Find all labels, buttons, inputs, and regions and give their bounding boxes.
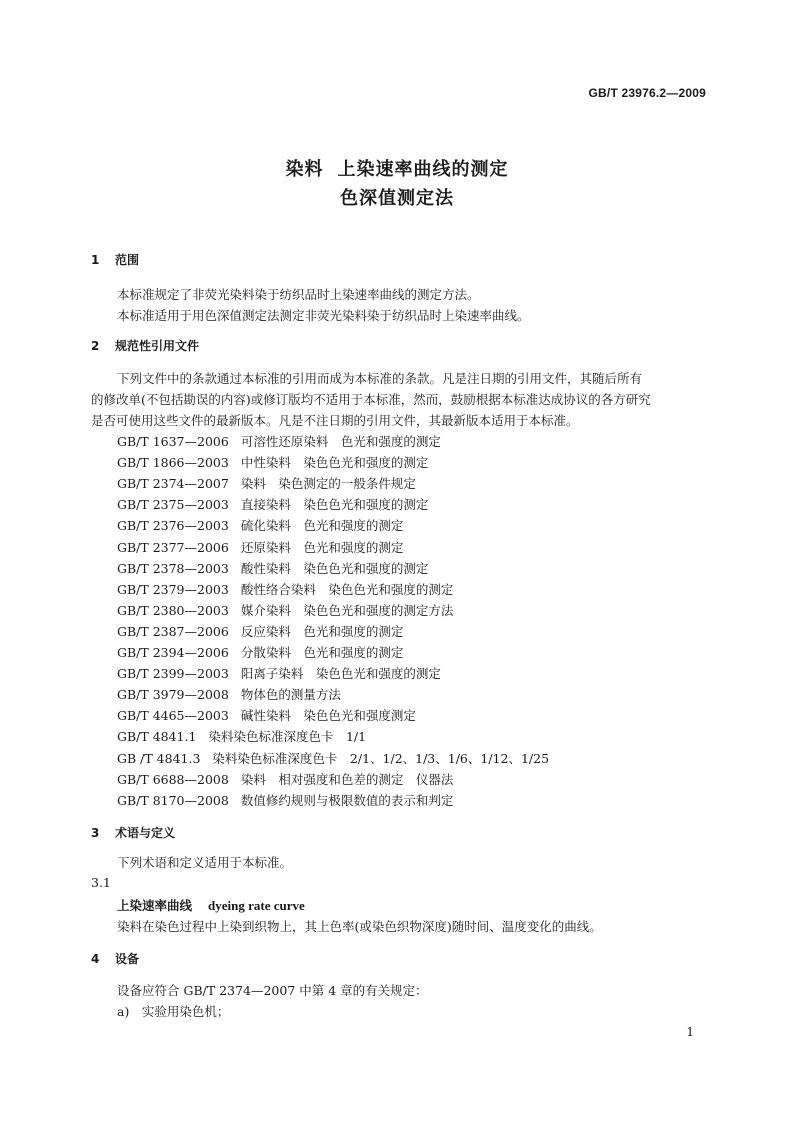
reference-title: 染料 相对强度和色差的测定 仪器法 [240,771,454,787]
reference-code: GB/T 4841.1 [117,729,197,745]
reference-item [117,791,453,809]
section-number: 1 [91,253,100,267]
reference-item [117,601,453,619]
reference-title: 数值修约规则与极限数值的表示和判定 [240,792,454,808]
list-item-a: a) 实验用染色机； [117,1004,230,1019]
reference-item [117,770,453,788]
reference-title: 阳离子染料 染色色光和强度的测定 [240,666,441,682]
section-1-paragraph-1: 本标准规定了非荧光染料染于纺织品时上染速率曲线的测定方法。 [117,287,480,302]
reference-code: GB/T 4465—2003 [117,708,229,724]
reference-title: 直接染料 染色色光和强度的测定 [240,497,429,513]
reference-code: GB/T 2399—2003 [117,666,229,682]
section-number: 3 [91,826,100,840]
reference-item [117,727,366,745]
reference-title: 染料染色标准深度色卡 1/1 [208,729,367,745]
reference-code: GB/T 2380—2003 [117,602,229,618]
reference-code: GB/T 2379—2003 [117,581,229,597]
reference-item [117,706,416,724]
section-4-paragraph: 设备应符合 GB/T 2374—2007 中第 4 章的有关规定： [117,983,428,998]
reference-item [117,453,428,471]
reference-title: 硫化染料 色光和强度的测定 [240,518,404,534]
term-number: 3.1 [91,875,111,890]
reference-title: 还原染料 色光和强度的测定 [240,539,404,555]
reference-code: GB/T 6688—2008 [117,771,229,787]
section-number: 4 [91,952,100,966]
section-2-paragraph-line-1: 下列文件中的条款通过本标准的引用而成为本标准的条款。凡是注日期的引用文件，其随后所有 [117,371,643,386]
reference-code: GB/T 2387—2006 [117,623,229,639]
reference-item [117,559,428,577]
title-line-1-part-a: 染料 [285,159,324,180]
reference-item [117,622,403,640]
reference-code: GB/T 2376—2003 [117,518,229,534]
reference-title: 可溶性还原染料 色光和强度的测定 [240,434,441,449]
section-title: 范围 [115,253,140,267]
term-heading [117,896,305,914]
standard-number: GB/T 23976.2—2009 [588,86,706,100]
reference-code: GB/T 2375—2003 [117,497,229,513]
reference-title: 酸性染料 染色色光和强度的测定 [240,560,429,576]
reference-code: GB/T 8170—2008 [117,792,229,808]
reference-title: 分散染料 色光和强度的测定 [240,645,404,660]
section-title: 术语与定义 [115,826,176,840]
section-3-heading [91,824,175,841]
reference-item [117,685,341,703]
reference-code: GB/T 2374—2007 [117,476,229,492]
reference-item [117,516,403,534]
term-definition: 染料在染色过程中上染到织物上，其上色率(或染色织物深度)随时间、温度变化的曲线。 [117,919,602,934]
section-2-paragraph-line-2: 的修改单(不包括勘误的内容)或修订版均不适用于本标准，然而，鼓励根据本标准达成协议的各方研究 [91,392,651,407]
section-2-paragraph-line-3: 是否可使用这些文件的最新版本。凡是不注日期的引用文件，其最新版本适用于本标准。 [91,413,579,428]
section-title: 设备 [115,952,140,966]
reference-item [117,749,549,767]
reference-item [117,664,441,682]
title-line-1 [0,155,794,181]
reference-title: 反应染料 色光和强度的测定 [240,623,404,639]
reference-title: 染料 染色测定的一般条件规定 [240,476,416,492]
reference-code: GB/T 1637—2006 [117,434,229,449]
reference-title: 碱性染料 染色色光和强度测定 [240,708,416,724]
term-english: dyeing rate curve [208,898,305,913]
reference-item [117,538,403,556]
section-3-paragraph: 下列术语和定义适用于本标准。 [117,855,293,870]
reference-item [117,580,453,598]
reference-code: GB/T 2394—2006 [117,645,229,660]
section-number: 2 [91,339,100,353]
reference-code: GB/T 2378—2003 [117,560,229,576]
title-line-1-part-b: 上染速率曲线的测定 [337,159,509,180]
term-chinese: 上染速率曲线 [117,898,193,913]
reference-title: 物体色的测量方法 [240,687,341,703]
section-title: 规范性引用文件 [115,339,200,353]
reference-title: 染料染色标准深度色卡 2/1、1/2、1/3、1/6、1/12、1/25 [212,750,550,766]
section-1-paragraph-2: 本标准适用于用色深值测定法测定非荧光染料染于纺织品时上染速率曲线。 [117,308,530,323]
reference-item [117,495,428,513]
reference-item [117,643,403,661]
section-2-heading [91,337,199,354]
title-line-2: 色深值测定法 [340,188,454,209]
reference-code: GB/T 1866—2003 [117,455,229,471]
reference-title: 媒介染料 染色色光和强度的测定方法 [240,602,454,618]
reference-code: GB/T 3979—2008 [117,687,229,703]
reference-code: GB/T 2377—2006 [117,539,229,555]
section-4-heading [91,950,139,967]
page-number: 1 [686,1025,694,1039]
reference-title: 酸性络合染料 染色色光和强度的测定 [240,581,454,597]
reference-item [117,474,416,492]
reference-title: 中性染料 染色色光和强度的测定 [240,455,429,471]
reference-item [117,432,441,450]
section-1-heading [91,251,139,268]
reference-code: GB /T 4841.3 [117,750,201,766]
